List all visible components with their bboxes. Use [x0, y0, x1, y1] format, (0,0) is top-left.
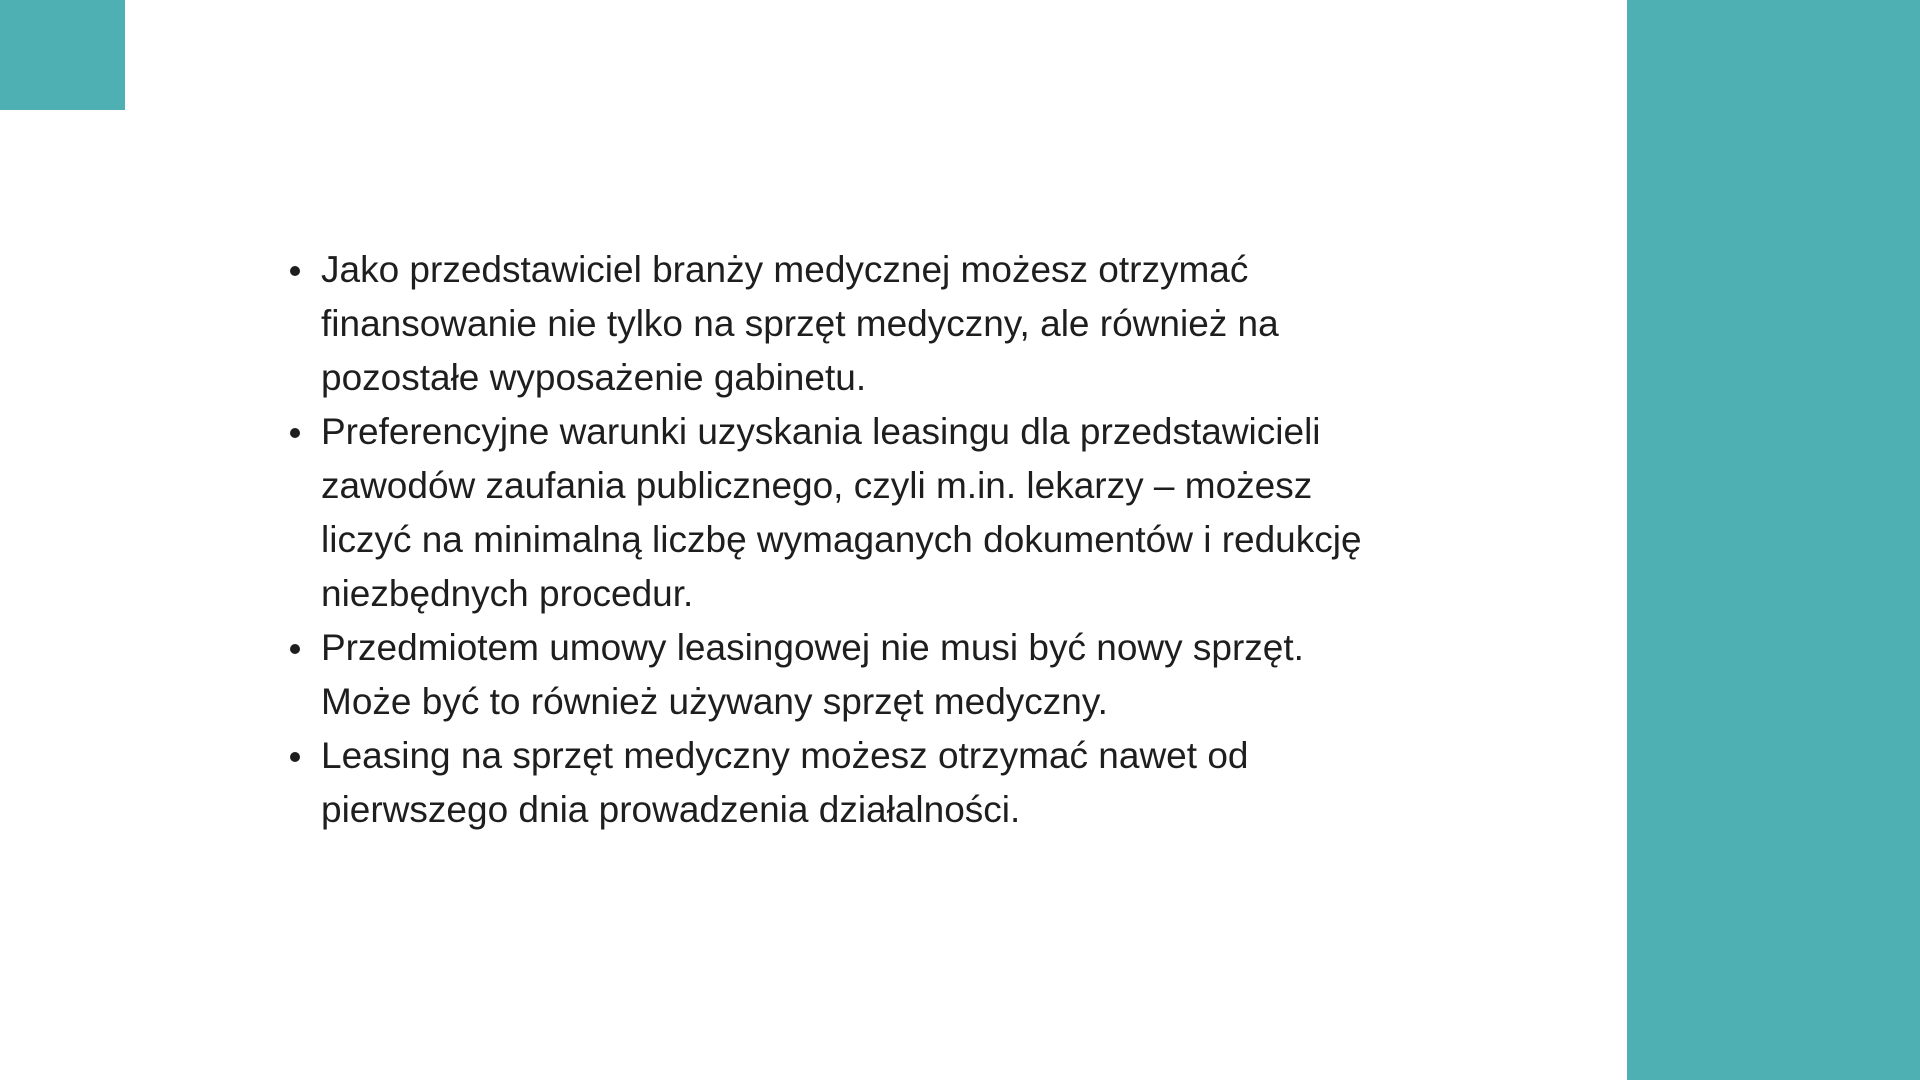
corner-accent-block	[0, 0, 125, 110]
bullet-3-line-1: Przedmiotem umowy leasingowej nie musi być nowy sprzęt.	[321, 627, 1304, 668]
content-area	[284, 243, 1444, 837]
bullet-2-line-3: liczyć na minimalną liczbę wymaganych dokumentów i redukcję	[321, 519, 1362, 560]
bullet-dot-icon	[290, 266, 300, 276]
bullet-3-line-2: Może być to również używany sprzęt medyczny.	[321, 681, 1108, 722]
bullet-2-line-2: zawodów zaufania publicznego, czyli m.in. lekarzy – możesz	[321, 465, 1313, 506]
bullet-4-line-1: Leasing na sprzęt medyczny możesz otrzymać nawet od	[321, 735, 1249, 776]
bullet-2-line-1: Preferencyjne warunki uzyskania leasingu dla przedstawicieli	[321, 411, 1321, 452]
bullet-1-line-1: Jako przedstawiciel branży medycznej możesz otrzymać	[321, 249, 1249, 290]
bullet-4-line-2: pierwszego dnia prowadzenia działalności.	[321, 789, 1021, 830]
bullet-item-4	[284, 729, 1444, 837]
bullet-1-line-2: finansowanie nie tylko na sprzęt medyczny, ale również na	[321, 303, 1279, 344]
right-accent-panel	[1627, 0, 1920, 1080]
bullet-2-line-4: niezbędnych procedur.	[321, 573, 694, 614]
bullet-dot-icon	[290, 752, 300, 762]
bullet-item-3	[284, 621, 1444, 729]
bullet-1-line-3: pozostałe wyposażenie gabinetu.	[321, 357, 867, 398]
bullet-item-2	[284, 405, 1444, 621]
bullet-item-1	[284, 243, 1444, 405]
bullet-list	[284, 243, 1444, 837]
bullet-dot-icon	[290, 428, 300, 438]
bullet-dot-icon	[290, 644, 300, 654]
